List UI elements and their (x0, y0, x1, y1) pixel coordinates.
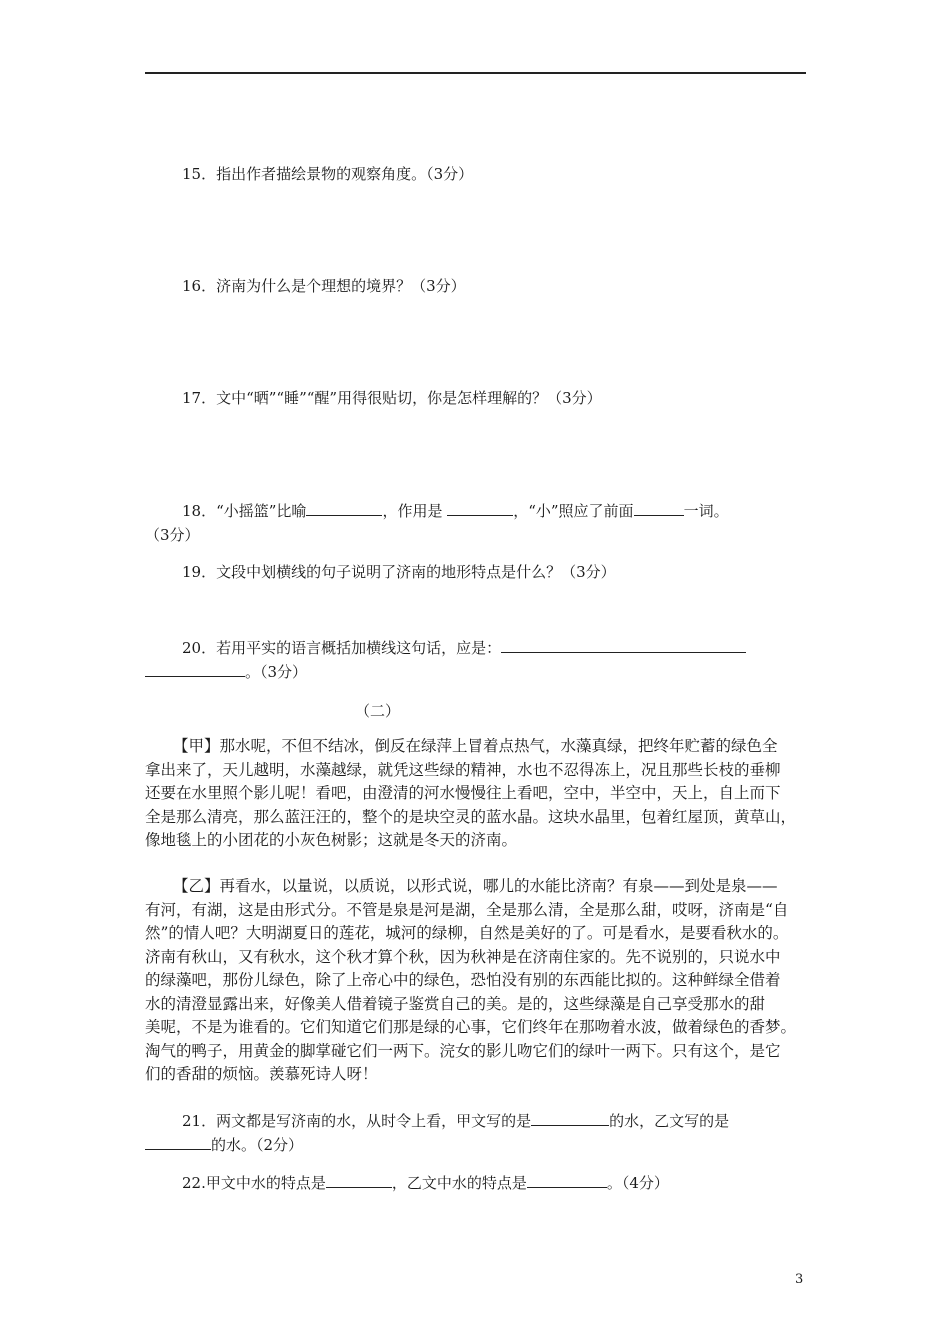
header-rule (145, 72, 806, 74)
question-20-text-2: 。（3分） (245, 663, 308, 681)
question-16: 16．济南为什么是个理想的境界？（3分） (182, 277, 466, 295)
passage-line: 拿出来了，天儿越明，水藻越绿，就凭这些绿的精神，水也不忍得冻上，况且那些长枝的垂柳 (145, 760, 781, 779)
passage-line: 然”的情人吧？大明湖夏日的莲花，城河的绿柳，自然是美好的了。可是看水，是要看秋水的。 (145, 924, 789, 942)
question-19: 19．文段中划横线的句子说明了济南的地形特点是什么？（3分） (182, 563, 616, 581)
answer-blank[interactable] (326, 1173, 392, 1188)
question-22-text-3: 。（4分） (606, 1174, 669, 1192)
question-20-line-2 (145, 661, 307, 683)
question-18-text-4: 一词。 (683, 502, 729, 520)
passage-line: 【甲】那水呢，不但不结冰，倒反在绿萍上冒着点热气，水藻真绿，把终年贮蓄的绿色全 (173, 737, 778, 755)
question-15: 15．指出作者描绘景物的观察角度。（3分） (182, 165, 474, 183)
answer-blank[interactable] (447, 501, 513, 516)
section-title: （二） (355, 702, 401, 720)
passage-line: 还要在水里照个影儿呢！看吧，由澄清的河水慢慢往上看吧，空中，半空中，天上，自上而下 (145, 784, 781, 802)
passage-line: 们的香甜的烦恼。羡慕死诗人呀！ (145, 1065, 378, 1083)
page-number: 3 (795, 1272, 804, 1287)
passage-line: 的绿藻吧，那份儿绿色，除了上帝心中的绿色，恐怕没有别的东西能比拟的。这种鲜绿全借着 (145, 971, 781, 989)
passage-line: 淘气的鸭子，用黄金的脚掌碰它们一两下。浣女的影儿吻它们的绿叶一两下。只有这个，是它 (145, 1041, 781, 1060)
question-18-text-1: 18．“小摇篮”比喻 (182, 502, 307, 520)
question-21-text-2: 的水，乙文写的是 (609, 1112, 730, 1130)
question-18-text-3: ，“小”照应了前面 (513, 502, 634, 520)
passage-line: 【乙】再看水，以量说，以质说，以形式说，哪儿的水能比济南？有泉——到处是泉—— (173, 877, 778, 895)
question-20 (182, 637, 746, 659)
question-20-text-1: 20．若用平实的语言概括加横线这句话，应是： (182, 639, 502, 657)
answer-blank[interactable] (527, 1173, 607, 1188)
answer-blank[interactable] (531, 1111, 609, 1126)
question-18-text-2: ，作用是 (382, 502, 448, 520)
passage-line: 像地毯上的小团花的小灰色树影；这就是冬天的济南。 (145, 831, 518, 849)
question-21-line-2 (145, 1134, 303, 1156)
passage-yi (145, 875, 813, 1087)
question-21-text-3: 的水。（2分） (211, 1136, 304, 1154)
question-22 (182, 1172, 669, 1194)
passage-line: 水的清澄显露出来，好像美人借着镜子鉴赏自己的美。是的，这些绿藻是自己享受那水的甜 (145, 994, 766, 1013)
question-17: 17．文中“晒”“睡”“醒”用得很贴切，你是怎样理解的？（3分） (182, 389, 602, 407)
answer-blank[interactable] (501, 638, 746, 653)
question-18 (182, 500, 729, 522)
answer-blank[interactable] (634, 501, 684, 516)
answer-blank[interactable] (145, 662, 245, 677)
question-18-score: （3分） (145, 526, 200, 544)
question-22-text-1: 22.甲文中水的特点是 (182, 1174, 326, 1192)
passage-line: 美呢，不是为谁看的。它们知道它们那是绿的心事，它们终年在那吻着水波，做着绿色的香梦。 (145, 1018, 797, 1036)
passage-line: 全是那么清亮，那么蓝汪汪的，整个的是块空灵的蓝水晶。这块水晶里，包着红屋顶，黄草山， (145, 807, 797, 826)
answer-blank[interactable] (145, 1135, 211, 1150)
answer-blank[interactable] (306, 501, 382, 516)
question-22-text-2: ，乙文中水的特点是 (391, 1174, 527, 1192)
question-21 (182, 1110, 729, 1132)
question-21-text-1: 21．两文都是写济南的水，从时令上看，甲文写的是 (182, 1112, 532, 1130)
passage-jia (145, 735, 813, 853)
passage-line: 济南有秋山，又有秋水，这个秋才算个秋，因为秋神是在济南住家的。先不说别的，只说水中 (145, 947, 781, 966)
passage-line: 有河，有湖，这是由形式分。不管是泉是河是湖，全是那么清，全是那么甜，哎呀，济南是“自 (145, 900, 789, 919)
